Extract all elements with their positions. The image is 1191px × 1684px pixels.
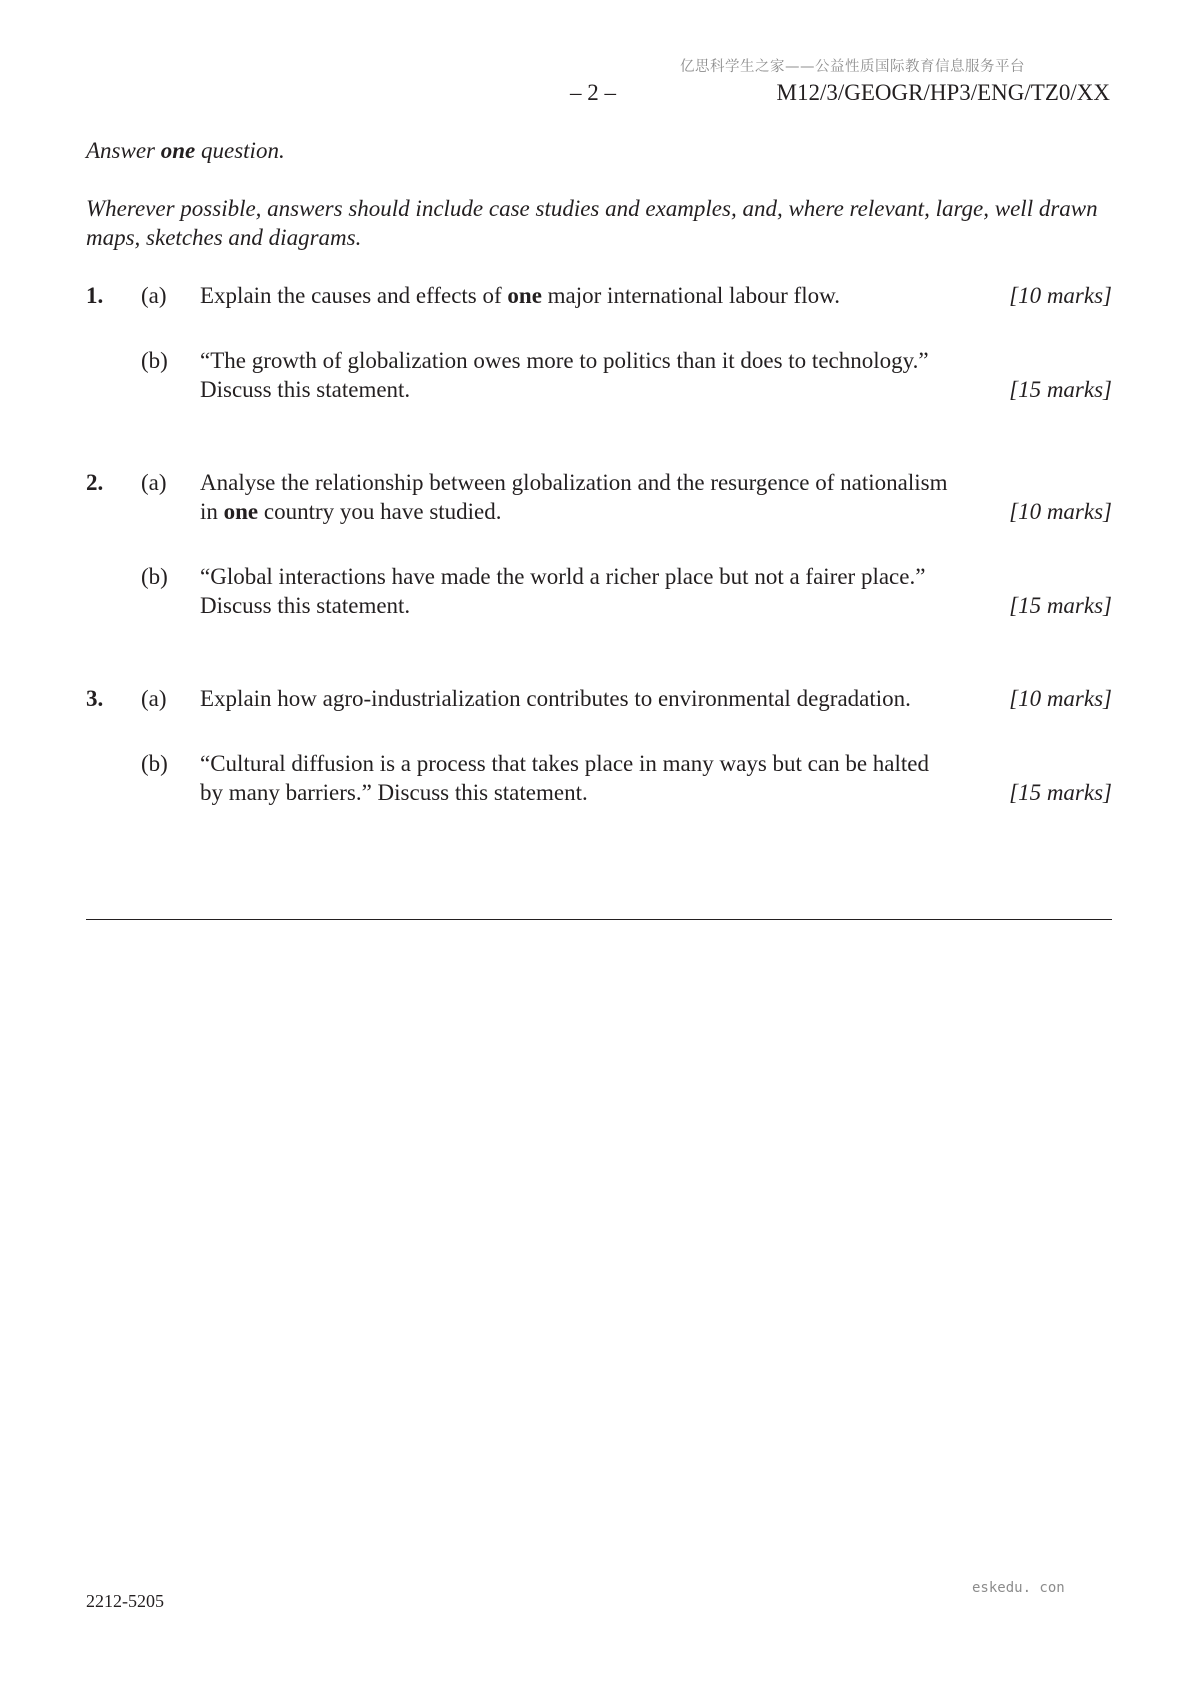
marks-label: [15 marks] <box>1009 593 1112 618</box>
question-2-part-b <box>86 562 1112 620</box>
question-number: 3. <box>86 686 104 711</box>
question-text: Explain the causes and effects of one major international labour flow. <box>200 283 840 308</box>
question-3-part-b <box>86 749 1112 807</box>
footer-paper-id: 2212-5205 <box>86 1591 164 1611</box>
marks-label: [10 marks] <box>1009 499 1112 524</box>
part-label: (a) <box>141 283 167 308</box>
part-label: (a) <box>141 470 167 495</box>
question-text: “The growth of globalization owes more to politics than it does to technology.” Discuss this statement. <box>200 348 929 402</box>
part-label: (b) <box>141 751 168 776</box>
question-number: 1. <box>86 283 104 308</box>
question-number: 2. <box>86 470 104 495</box>
question-1-part-b <box>86 346 1112 404</box>
question-text: “Cultural diffusion is a process that takes place in many ways but can be halted by many barriers.” Discuss this statement. <box>200 751 929 805</box>
marks-label: [10 marks] <box>1009 283 1112 308</box>
watermark-text: 亿思科学生之家——公益性质国际教育信息服务平台 <box>680 59 1025 75</box>
marks-label: [15 marks] <box>1009 377 1112 402</box>
end-of-paper-rule <box>86 919 1112 920</box>
exam-instructions <box>86 136 1112 252</box>
part-label: (b) <box>141 348 168 373</box>
question-text: Analyse the relationship between globalization and the resurgence of nationalism in one country you have studied. <box>200 470 948 524</box>
part-label: (b) <box>141 564 168 589</box>
instruction-case-studies: Wherever possible, answers should include case studies and examples, and, where relevant, large, well drawn maps, sketches and diagrams. <box>86 196 1098 250</box>
question-1-part-a <box>86 281 1112 310</box>
marks-label: [15 marks] <box>1009 780 1112 805</box>
marks-label: [10 marks] <box>1009 686 1112 711</box>
paper-code: M12/3/GEOGR/HP3/ENG/TZ0/XX <box>776 80 1110 105</box>
question-text: “Global interactions have made the world a richer place but not a fairer place.” Discuss this statement. <box>200 564 926 618</box>
question-3-part-a <box>86 684 1112 713</box>
footer-watermark-site: eskedu. con <box>972 1580 1065 1596</box>
instruction-answer-one: Answer one question. <box>86 138 285 163</box>
emphasis-one: one <box>160 138 196 163</box>
part-label: (a) <box>141 686 167 711</box>
question-2-part-a <box>86 468 1112 526</box>
question-text: Explain how agro-industrialization contributes to environmental degradation. <box>200 686 911 711</box>
page-number: – 2 – <box>570 80 616 105</box>
question-list <box>86 281 1112 807</box>
